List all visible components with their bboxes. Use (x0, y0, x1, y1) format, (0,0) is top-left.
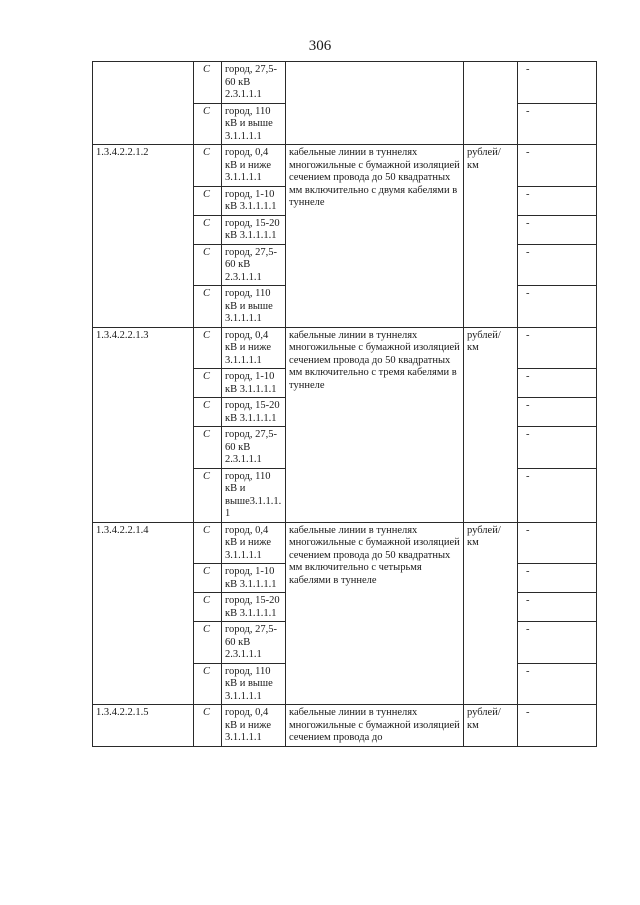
letter-cell: С (194, 244, 222, 286)
unit-cell: рублей/ км (464, 327, 518, 522)
description-cell: кабельные линии в туннелях многожильные с бумажной изоляцией сечением провода до 50 квадратных мм включительно с тремя кабелями в туннеле (286, 327, 464, 522)
letter-cell: С (194, 186, 222, 215)
value-cell: - (518, 564, 597, 593)
voltage-cell: город, 27,5-60 кВ 2.3.1.1.1 (222, 62, 286, 104)
table-row (93, 705, 597, 747)
code-cell (93, 62, 194, 145)
value-cell: - (518, 522, 597, 564)
letter-cell: С (194, 593, 222, 622)
tariff-table (92, 61, 597, 747)
table-row (93, 62, 597, 104)
voltage-cell: город, 110 кВ и выше 3.1.1.1.1 (222, 663, 286, 705)
letter-cell: С (194, 62, 222, 104)
letter-cell: С (194, 622, 222, 664)
table-row (93, 145, 597, 187)
voltage-cell: город, 0,4 кВ и ниже 3.1.1.1.1 (222, 705, 286, 747)
value-cell: - (518, 663, 597, 705)
voltage-cell: город, 1-10 кВ 3.1.1.1.1 (222, 369, 286, 398)
value-cell: - (518, 398, 597, 427)
voltage-cell: город, 0,4 кВ и ниже 3.1.1.1.1 (222, 327, 286, 369)
letter-cell: С (194, 427, 222, 469)
letter-cell: С (194, 145, 222, 187)
unit-cell: рублей/ км (464, 522, 518, 705)
value-cell: - (518, 62, 597, 104)
value-cell: - (518, 103, 597, 145)
value-cell: - (518, 427, 597, 469)
voltage-cell: город, 110 кВ и выше 3.1.1.1.1 (222, 286, 286, 328)
letter-cell: С (194, 369, 222, 398)
description-cell: кабельные линии в туннелях многожильные с бумажной изоляцией сечением провода до 50 квадратных мм включительно с двумя кабелями в туннеле (286, 145, 464, 328)
page-number: 306 (308, 38, 332, 54)
letter-cell: С (194, 103, 222, 145)
table-row (93, 522, 597, 564)
code-cell: 1.3.4.2.2.1.5 (93, 705, 194, 747)
code-cell: 1.3.4.2.2.1.3 (93, 327, 194, 522)
voltage-cell: город, 1-10 кВ 3.1.1.1.1 (222, 564, 286, 593)
voltage-cell: город, 0,4 кВ и ниже 3.1.1.1.1 (222, 522, 286, 564)
value-cell: - (518, 369, 597, 398)
voltage-cell: город, 27,5-60 кВ 2.3.1.1.1 (222, 622, 286, 664)
description-cell: кабельные линии в туннелях многожильные с бумажной изоляцией сечением провода до 50 квадратных мм включительно с четырьмя кабелями в туннеле (286, 522, 464, 705)
unit-cell (464, 62, 518, 145)
description-cell (286, 62, 464, 145)
value-cell: - (518, 327, 597, 369)
voltage-cell: город, 1-10 кВ 3.1.1.1.1 (222, 186, 286, 215)
voltage-cell: город, 15-20 кВ 3.1.1.1.1 (222, 593, 286, 622)
value-cell: - (518, 186, 597, 215)
voltage-cell: город, 15-20 кВ 3.1.1.1.1 (222, 398, 286, 427)
voltage-cell: город, 0,4 кВ и ниже 3.1.1.1.1 (222, 145, 286, 187)
value-cell: - (518, 622, 597, 664)
letter-cell: С (194, 468, 222, 522)
code-cell: 1.3.4.2.2.1.2 (93, 145, 194, 328)
letter-cell: С (194, 564, 222, 593)
description-cell: кабельные линии в туннелях многожильные с бумажной изоляцией сечением провода до (286, 705, 464, 747)
value-cell: - (518, 468, 597, 522)
letter-cell: С (194, 327, 222, 369)
value-cell: - (518, 244, 597, 286)
letter-cell: С (194, 705, 222, 747)
letter-cell: С (194, 522, 222, 564)
value-cell: - (518, 215, 597, 244)
value-cell: - (518, 145, 597, 187)
letter-cell: С (194, 663, 222, 705)
unit-cell: рублей/ км (464, 145, 518, 328)
letter-cell: С (194, 215, 222, 244)
table-row (93, 327, 597, 369)
voltage-cell: город, 110 кВ и выше3.1.1.1.1 (222, 468, 286, 522)
value-cell: - (518, 593, 597, 622)
letter-cell: С (194, 286, 222, 328)
voltage-cell: город, 27,5-60 кВ 2.3.1.1.1 (222, 244, 286, 286)
voltage-cell: город, 27,5-60 кВ 2.3.1.1.1 (222, 427, 286, 469)
unit-cell: рублей/ км (464, 705, 518, 747)
letter-cell: С (194, 398, 222, 427)
code-cell: 1.3.4.2.2.1.4 (93, 522, 194, 705)
voltage-cell: город, 110 кВ и выше 3.1.1.1.1 (222, 103, 286, 145)
value-cell: - (518, 705, 597, 747)
voltage-cell: город, 15-20 кВ 3.1.1.1.1 (222, 215, 286, 244)
value-cell: - (518, 286, 597, 328)
